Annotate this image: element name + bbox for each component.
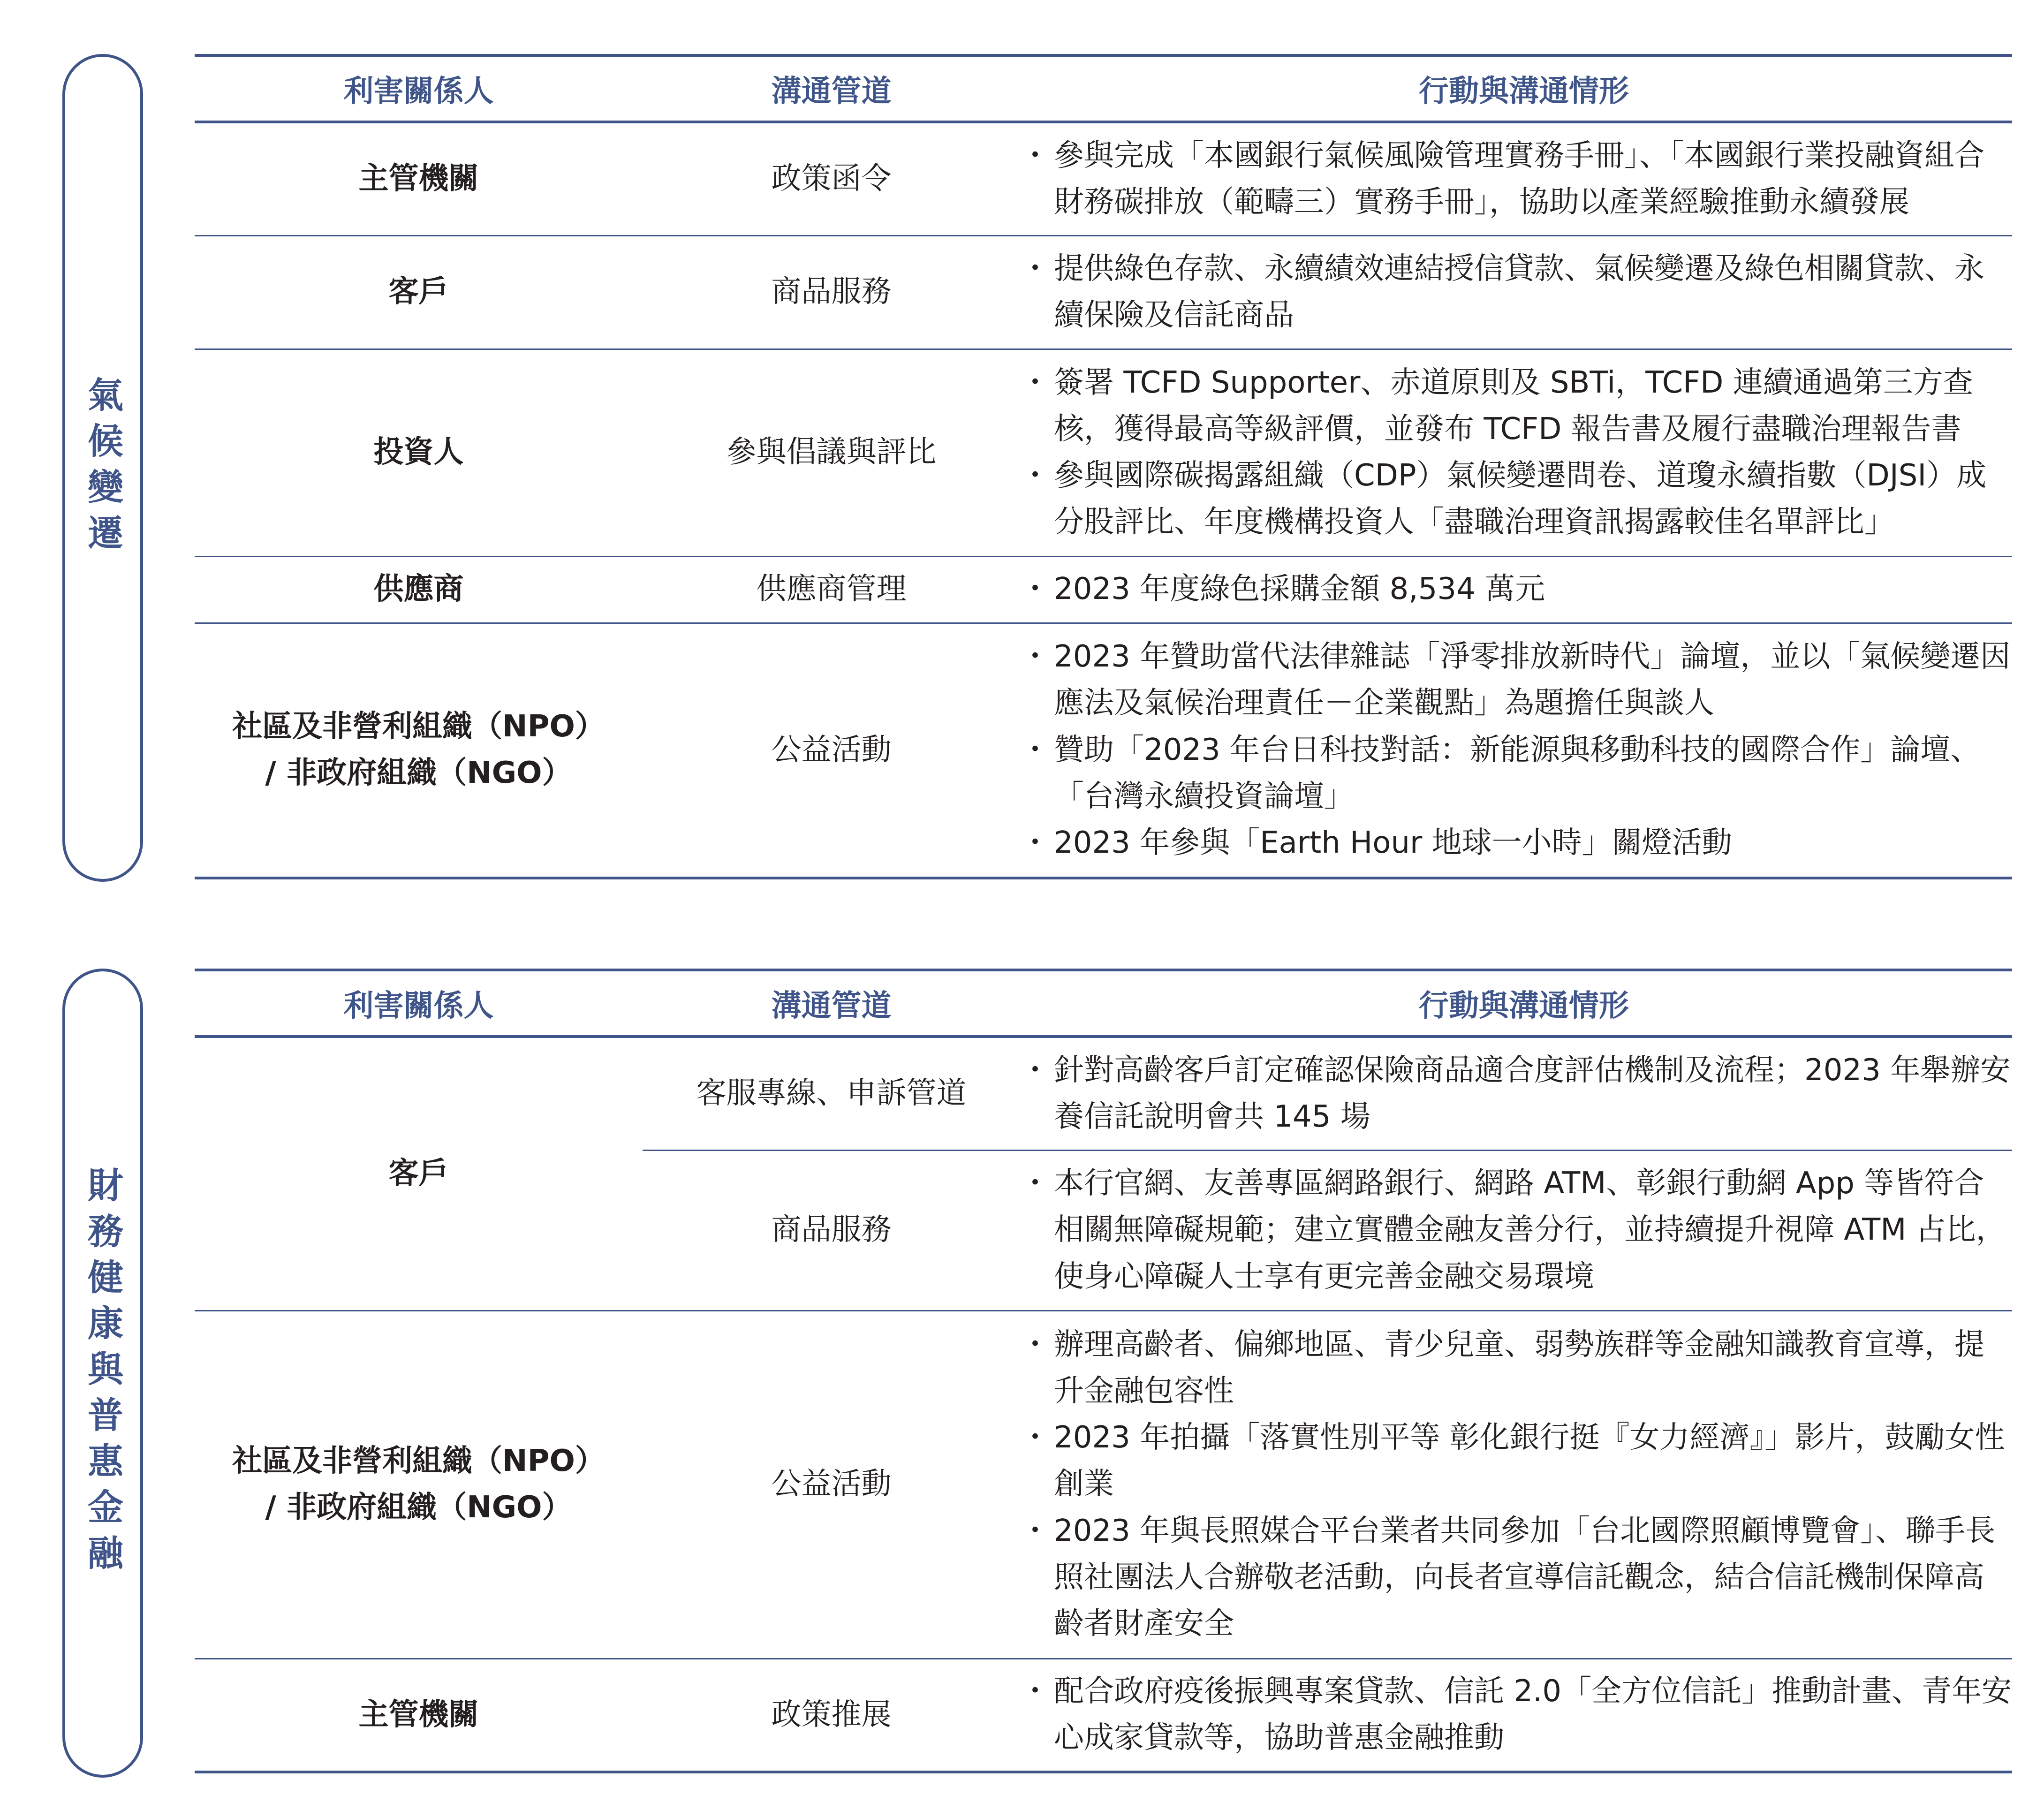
stakeholder-cell: 社區及非營利組織（NPO） / 非政府組織（NGO） xyxy=(232,1443,605,1525)
header-stakeholder: 利害關係人 xyxy=(343,74,494,109)
action-cell xyxy=(1020,556,2012,623)
channel-cell: 供應商管理 xyxy=(756,572,907,607)
action-item: ・ 2023 年與長照媒合平台業者共同參加「台北國際照顧博覽會」、聯手長照社團法人合辦敬老活動，向長者宣導信託觀念，結合信託機制保障高齡者財產安全 xyxy=(1020,1508,2012,1648)
stakeholder-cell: 客戶 xyxy=(388,274,449,310)
channel-cell: 公益活動 xyxy=(771,1467,892,1502)
channel-cell: 政策函令 xyxy=(771,161,892,197)
action-cell xyxy=(1020,349,2012,556)
header-channel: 溝通管道 xyxy=(771,989,892,1023)
action-item: ・ 針對高齡客戶訂定確認保險商品適合度評估機制及流程；2023 年舉辦安養信託說明會共 145 場 xyxy=(1020,1047,2012,1140)
finance-section xyxy=(0,966,2044,1782)
action-item: ・ 2023 年贊助當代法律雜誌「淨零排放新時代」論壇，並以「氣候變遷因應法及氣候治理責任－企業觀點」為題擔任與談人 xyxy=(1020,634,2012,727)
channel-cell: 客服專線、申訴管道 xyxy=(643,1037,1020,1150)
action-cell xyxy=(1020,623,2012,878)
table-row xyxy=(195,1659,2012,1772)
channel-cell: 參與倡議與評比 xyxy=(726,435,937,470)
table-row xyxy=(195,1310,2012,1659)
action-item: ・ 參與完成「本國銀行氣候風險管理實務手冊」、「本國銀行業投融資組合財務碳排放（範疇三）實務手冊」，協助以產業經驗推動永續發展 xyxy=(1020,133,2012,226)
channel-cell: 商品服務 xyxy=(771,274,892,310)
stakeholder-cell: 主管機關 xyxy=(358,161,479,197)
table-row xyxy=(195,349,2012,556)
table-row xyxy=(195,623,2012,878)
channel-cell: 政策推展 xyxy=(771,1697,892,1732)
table-header-row xyxy=(195,55,2012,122)
stakeholder-cell: 供應商 xyxy=(373,572,464,607)
stakeholder-cell: 社區及非營利組織（NPO） / 非政府組織（NGO） xyxy=(232,709,605,791)
action-item: ・ 配合政府疫後振興專案貸款、信託 2.0「全方位信託」推動計畫、青年安心成家貸款等，協助普惠金融推動 xyxy=(1020,1668,2012,1761)
table-row xyxy=(195,122,2012,235)
climate-section xyxy=(0,52,2044,886)
action-item: ・ 提供綠色存款、永續績效連結授信貸款、氣候變遷及綠色相關貸款、永續保險及信託商品 xyxy=(1020,246,2012,339)
action-item: ・ 2023 年度綠色採購金額 8,534 萬元 xyxy=(1020,566,2012,613)
action-item: ・ 本行官網、友善專區網路銀行、網路 ATM、彰銀行動網 App 等皆符合相關無障礙規範；建立實體金融友善分行，並持續提升視障 ATM 占比，使身心障礙人士享有更完善金融交易環境 xyxy=(1020,1160,2012,1300)
header-stakeholder: 利害關係人 xyxy=(343,989,494,1023)
header-action: 行動與溝通情形 xyxy=(1419,989,1629,1023)
action-item: ・ 贊助「2023 年台日科技對話：新能源與移動科技的國際合作」論壇、「台灣永續投資論壇」 xyxy=(1020,727,2012,820)
finance-label-text: 財務健康與普惠金融 xyxy=(82,1166,124,1580)
action-item: ・ 參與國際碳揭露組織（CDP）氣候變遷問卷、道瓊永續指數（DJSI）成分股評比、年度機構投資人「盡職治理資訊揭露較佳名單評比」 xyxy=(1020,453,2012,545)
table-row xyxy=(195,235,2012,349)
header-channel: 溝通管道 xyxy=(771,74,892,109)
table-row xyxy=(195,556,2012,623)
finance-side-label xyxy=(62,969,143,1778)
stakeholder-cell: 投資人 xyxy=(373,435,464,470)
action-cell xyxy=(1020,1037,2012,1150)
stakeholder-cell: 主管機關 xyxy=(358,1697,479,1732)
table-header-row xyxy=(195,970,2012,1037)
action-cell xyxy=(1020,1659,2012,1772)
climate-side-label xyxy=(62,54,143,882)
action-cell xyxy=(1020,1150,2012,1310)
action-cell xyxy=(1020,1310,2012,1659)
action-item: ・ 2023 年拍攝「落實性別平等 彰化銀行挺『女力經濟』」影片，鼓勵女性創業 xyxy=(1020,1415,2012,1507)
channel-cell: 公益活動 xyxy=(771,732,892,767)
action-item: ・ 辦理高齡者、偏鄉地區、青少兒童、弱勢族群等金融知識教育宣導，提升金融包容性 xyxy=(1020,1322,2012,1415)
climate-label-text: 氣候變遷 xyxy=(82,376,124,560)
action-cell xyxy=(1020,235,2012,349)
finance-table xyxy=(195,969,2012,1773)
channel-cell: 商品服務 xyxy=(771,1212,892,1248)
header-action: 行動與溝通情形 xyxy=(1419,74,1629,109)
action-item: ・ 2023 年參與「Earth Hour 地球一小時」關燈活動 xyxy=(1020,820,2012,866)
action-item: ・ 簽署 TCFD Supporter、赤道原則及 SBTi，TCFD 連續通過第三方查核，獲得最高等級評價，並發布 TCFD 報告書及履行盡職治理報告書 xyxy=(1020,360,2012,453)
stakeholder-cell: 客戶 xyxy=(388,1156,449,1191)
table-row xyxy=(195,1037,2012,1150)
action-cell xyxy=(1020,122,2012,235)
climate-table xyxy=(195,54,2012,879)
